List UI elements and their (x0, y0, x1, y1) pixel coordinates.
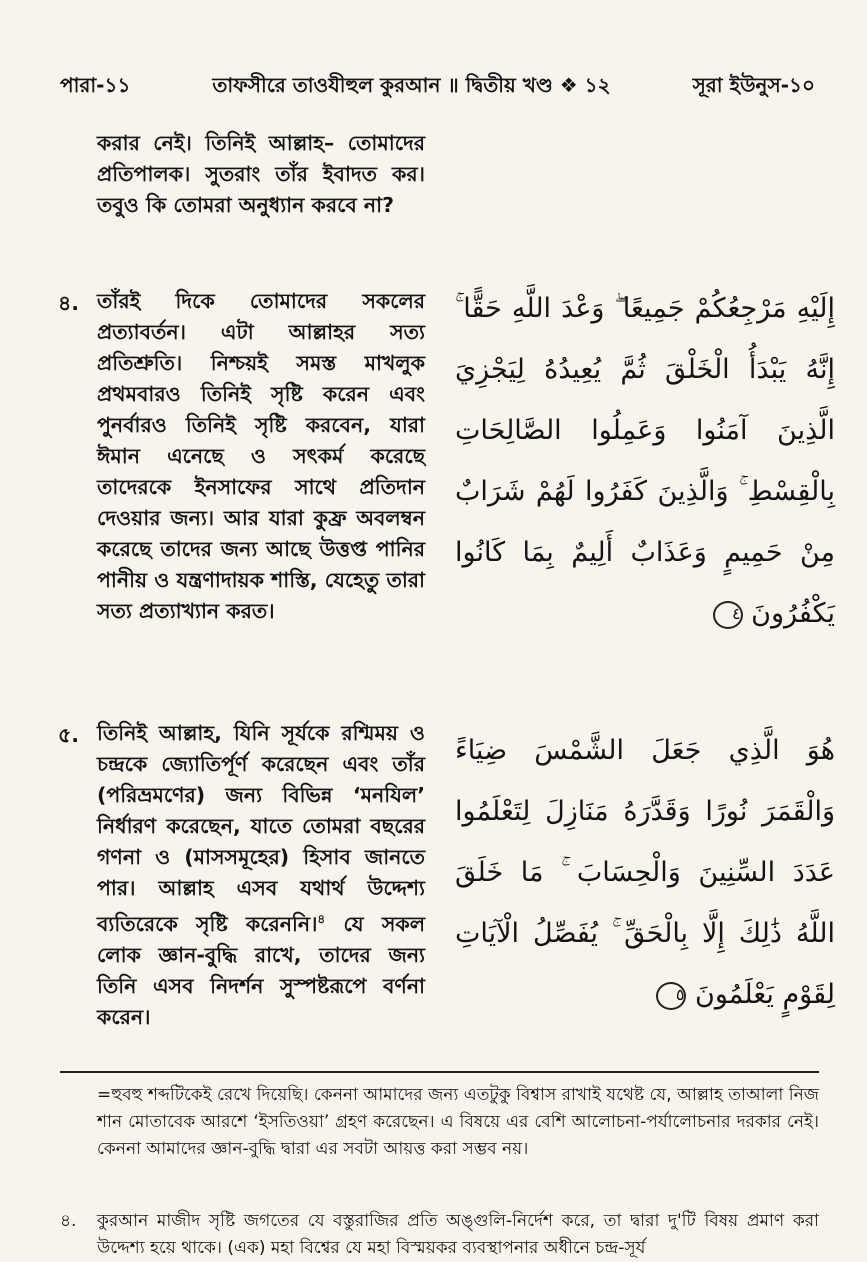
verse-5-arabic-text: هُوَ الَّذِي جَعَلَ الشَّمْسَ ضِيَاءً وَالْقَمَرَ نُورًا وَقَدَّرَهُ مَنَازِلَ لِتَعْلَمُوا عَدَدَ السِّنِينَ وَالْحِسَابَ ۚ مَا خَلَقَ اللَّهُ ذَٰلِكَ إِلَّا بِالْحَقِّ ۚ يُفَصِّلُ الْآيَاتِ لِقَوْمٍ يَعْلَمُونَ (455, 735, 835, 1010)
verse-5-arabic (455, 720, 835, 1025)
verse-5-text (97, 718, 425, 1033)
footnote-ref-4[interactable]: ৪ (317, 912, 326, 926)
footnote-4-text: কুরআন মাজীদ সৃষ্টি জগতের যে বস্তুরাজির প্রতি অঙ্গুলি-নির্দেশ করে, তা দ্বারা দু'টি বিষয় প্রমাণ করা উদ্দেশ্য হয়ে থাকে। (এক) মহা বিশ্বের যে মহা বিস্ময়কর ব্যবস্থাপনার অধীনে চন্দ্র-সূর্য (97, 1211, 819, 1258)
verse-4-translation (97, 286, 425, 627)
book-title: তাফসীরে তাওযীহুল কুরআন ॥ দ্বিতীয় খণ্ড ❖ ১২ (212, 72, 611, 97)
ayah-end-marker-5: ٥ (656, 982, 686, 1010)
intro-text-block (97, 128, 425, 221)
surah-label: সূরা ইউনুস-১০ (692, 72, 815, 97)
footnote-divider (60, 1071, 819, 1073)
verse-number-5: ৫. (58, 723, 80, 747)
footnote-4 (97, 1208, 819, 1262)
intro-text: করার নেই। তিনিই আল্লাহ– তোমাদের প্রতিপালক। সুতরাং তাঁর ইবাদত কর। তবুও কি তোমরা অনুধ্যান করবে না? (97, 131, 425, 217)
footnote-number-4: ৪. (60, 1211, 77, 1231)
verse-5-text-after: যে সকল লোক জ্ঞান-বুদ্ধি রাখে, তাদের জন্য তিনি এসব নিদর্শন সুস্পষ্টরূপে বর্ণনা করেন। (97, 911, 425, 1029)
footnote-continued-text: =হুবহু শব্দটিকেই রেখে দিয়েছি। কেননা আমাদের জন্য এতটুকু বিশ্বাস রাখাই যথেষ্ট যে, আল্লাহ তাআলা নিজ শান মোতাবেক আরশে ‘ইসতিওয়া’ গ্রহণ করেছেন। এ বিষয়ে এর বেশি আলোচনা-পর্যালোচনার দরকার নেই। কেননা আমাদের জ্ঞান-বুদ্ধি দ্বারা এর সবটা আয়ত্ত করা সম্ভব নয়। (97, 1085, 819, 1159)
verse-5-text-before: তিনিই আল্লাহ, যিনি সূর্যকে রশ্মিময় ও চন্দ্রকে জ্যোতির্পূর্ণ করেছেন এবং তাঁর (পরিভ্রমণের) জন্য বিভিন্ন ‘মনযিল’ নির্ধারণ করেছেন, যাতে তোমরা বছরের গণনা ও (মাসসমূহের) হিসাব জানতে পার। আল্লাহ এসব যথার্থ উদ্দেশ্য ব্যতিরেকে সৃষ্টি করেননি। (97, 721, 425, 936)
verse-number-4: ৪. (58, 291, 80, 315)
page-header (60, 70, 815, 104)
verse-4-arabic-text: إِلَيْهِ مَرْجِعُكُمْ جَمِيعًا ۖ وَعْدَ اللَّهِ حَقًّا ۚ إِنَّهُ يَبْدَأُ الْخَلْقَ ثُمَّ يُعِيدُهُ لِيَجْزِيَ الَّذِينَ آمَنُوا وَعَمِلُوا الصَّالِحَاتِ بِالْقِسْطِ ۚ وَالَّذِينَ كَفَرُوا لَهُمْ شَرَابٌ مِنْ حَمِيمٍ وَعَذَابٌ أَلِيمٌ بِمَا كَانُوا يَكْفُرُونَ (455, 293, 835, 629)
verse-4-arabic (455, 278, 835, 644)
para-label: পারা-১১ (60, 72, 131, 97)
verse-5-translation (97, 718, 425, 1033)
footnote-continued (97, 1082, 819, 1163)
verse-4-text: তাঁরই দিকে তোমাদের সকলের প্রত্যাবর্তন। এটা আল্লাহর সত্য প্রতিশ্রুতি। নিশ্চয়ই সমস্ত মাখলুক প্রথমবারও তিনিই সৃষ্টি করেন এবং পুনর্বারও তিনিই সৃষ্টি করবেন, যারা ঈমান এনেছে ও সৎকর্ম করেছে তাদেরকে ইনসাফের সাথে প্রতিদান দেওয়ার জন্য। আর যারা কুফ্র অবলম্বন করেছে তাদের জন্য আছে উত্তপ্ত পানির পানীয় ও যন্ত্রণাদায়ক শাস্তি, যেহেতু তারা সত্য প্রত্যাখ্যান করত। (97, 289, 425, 623)
ayah-end-marker-4: ٤ (713, 601, 743, 629)
